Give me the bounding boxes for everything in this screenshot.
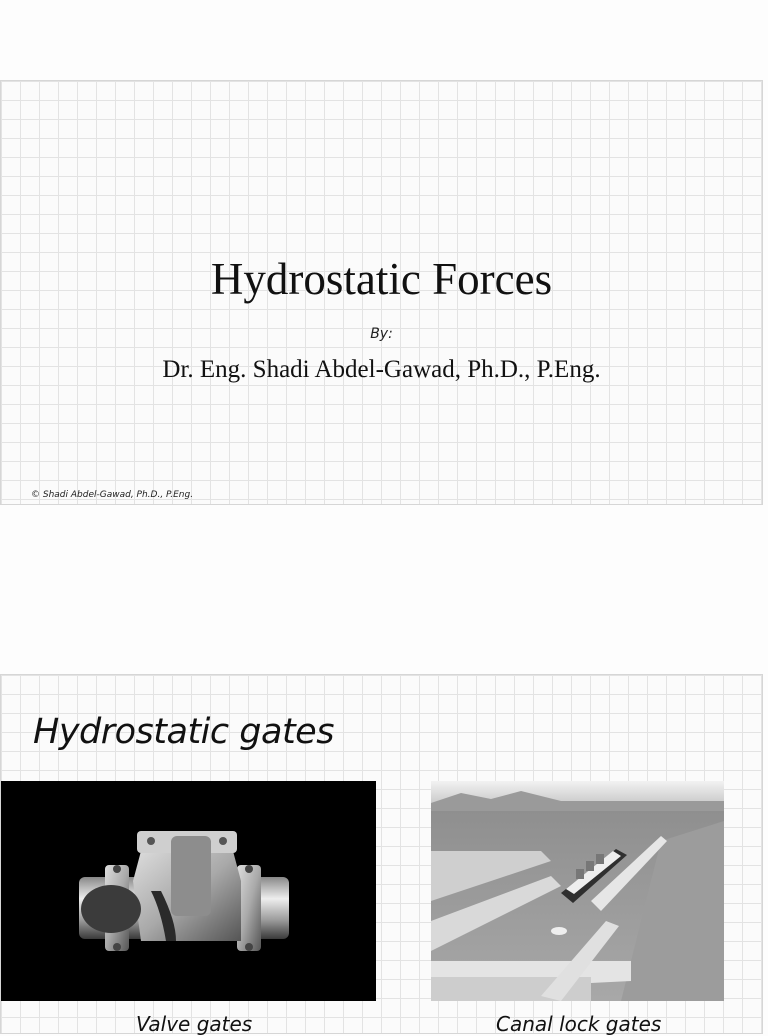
canal-lock-gate-image (431, 781, 724, 1001)
slide-title: Hydrostatic gates (33, 712, 334, 752)
slide-title: Hydrostatic Forces (210, 254, 553, 304)
author-name: Dr. Eng. Shadi Abdel-Gawad, Ph.D., P.Eng. (162, 356, 601, 383)
valve-gate-caption: Valve gates (136, 1012, 253, 1036)
by-label: By: (370, 326, 393, 342)
canal-lock-gate-caption: Canal lock gates (496, 1012, 662, 1036)
title-slide (0, 80, 763, 505)
valve-gate-image (1, 781, 376, 1001)
caption-row (0, 1000, 768, 1036)
gates-slide (0, 674, 763, 1034)
copyright-notice: © Shadi Abdel-Gawad, Ph.D., P.Eng. (31, 490, 194, 500)
